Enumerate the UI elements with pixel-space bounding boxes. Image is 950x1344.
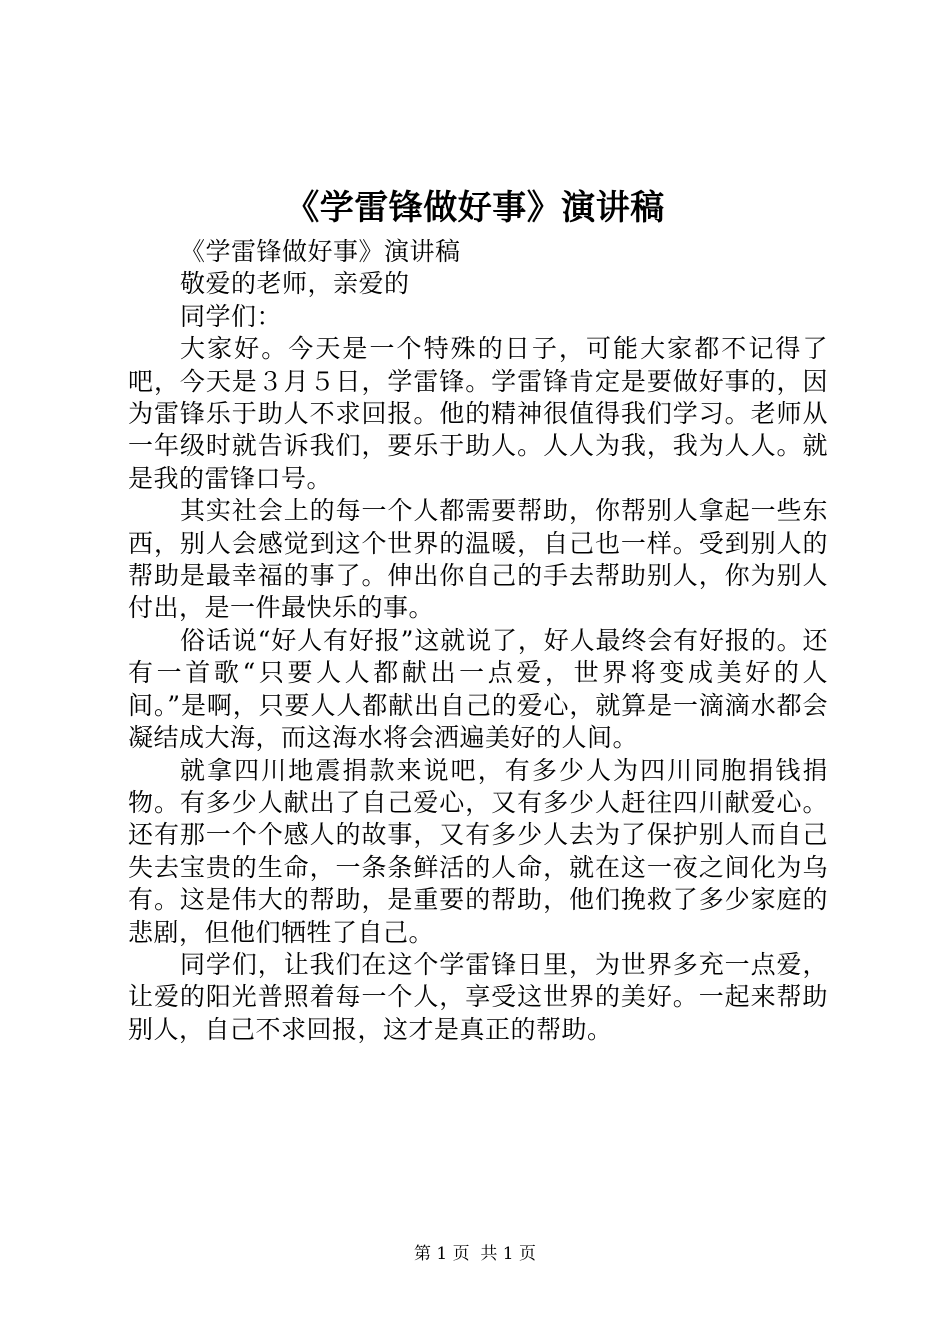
paragraph-body: 就拿四川地震捐款来说吧，有多少人为四川同胞捐钱捐物。有多少人献出了自己爱心，又有多少人赶往四川献爱心。还有那一个个感人的故事，又有多少人去为了保护别人而自己失去宝贵的生命，一条条鲜活的人命，就在这一夜之间化为乌有。这是伟大的帮助，是重要的帮助，他们挽救了多少家庭的悲剧，但他们牺牲了自己。	[128, 755, 828, 947]
paragraph-salutation: 敬爱的老师，亲爱的	[180, 269, 410, 299]
paragraph-body: 大家好。今天是一个特殊的日子，可能大家都不记得了吧，今天是３月５日，学雷锋。学雷锋肯定是要做好事的，因为雷锋乐于助人不求回报。他的精神很值得我们学习。老师从一年级时就告诉我们，要乐于助人。人人为我，我为人人。就是我的雷锋口号。	[128, 334, 828, 493]
paragraph-body: 俗话说“好人有好报”这就说了，好人最终会有好报的。还有一首歌“只要人人都献出一点爱，世界将变成美好的人间。”是啊，只要人人都献出自己的爱心，就算是一滴滴水都会凝结成大海，而这海水将会洒遍美好的人间。	[128, 625, 828, 753]
document-title: 《学雷锋做好事》演讲稿	[285, 188, 665, 228]
page-footer	[0, 1242, 950, 1266]
paragraph-salutation-cont: 同学们：	[180, 301, 283, 331]
paragraph-subtitle: 《学雷锋做好事》演讲稿	[180, 237, 461, 266]
paragraph-body: 其实社会上的每一个人都需要帮助，你帮别人拿起一些东西，别人会感觉到这个世界的温暖，自己也一样。受到别人的帮助是最幸福的事了。伸出你自己的手去帮助别人，你为别人付出，是一件最快乐的事。	[128, 496, 828, 623]
document-body	[128, 236, 828, 1046]
page-number-label: 第 1 页 共 1 页	[413, 1244, 537, 1264]
paragraph-body: 同学们，让我们在这个学雷锋日里，为世界多充一点爱，让爱的阳光普照着每一个人，享受这世界的美好。一起来帮助别人，自己不求回报，这才是真正的帮助。	[128, 949, 828, 1044]
